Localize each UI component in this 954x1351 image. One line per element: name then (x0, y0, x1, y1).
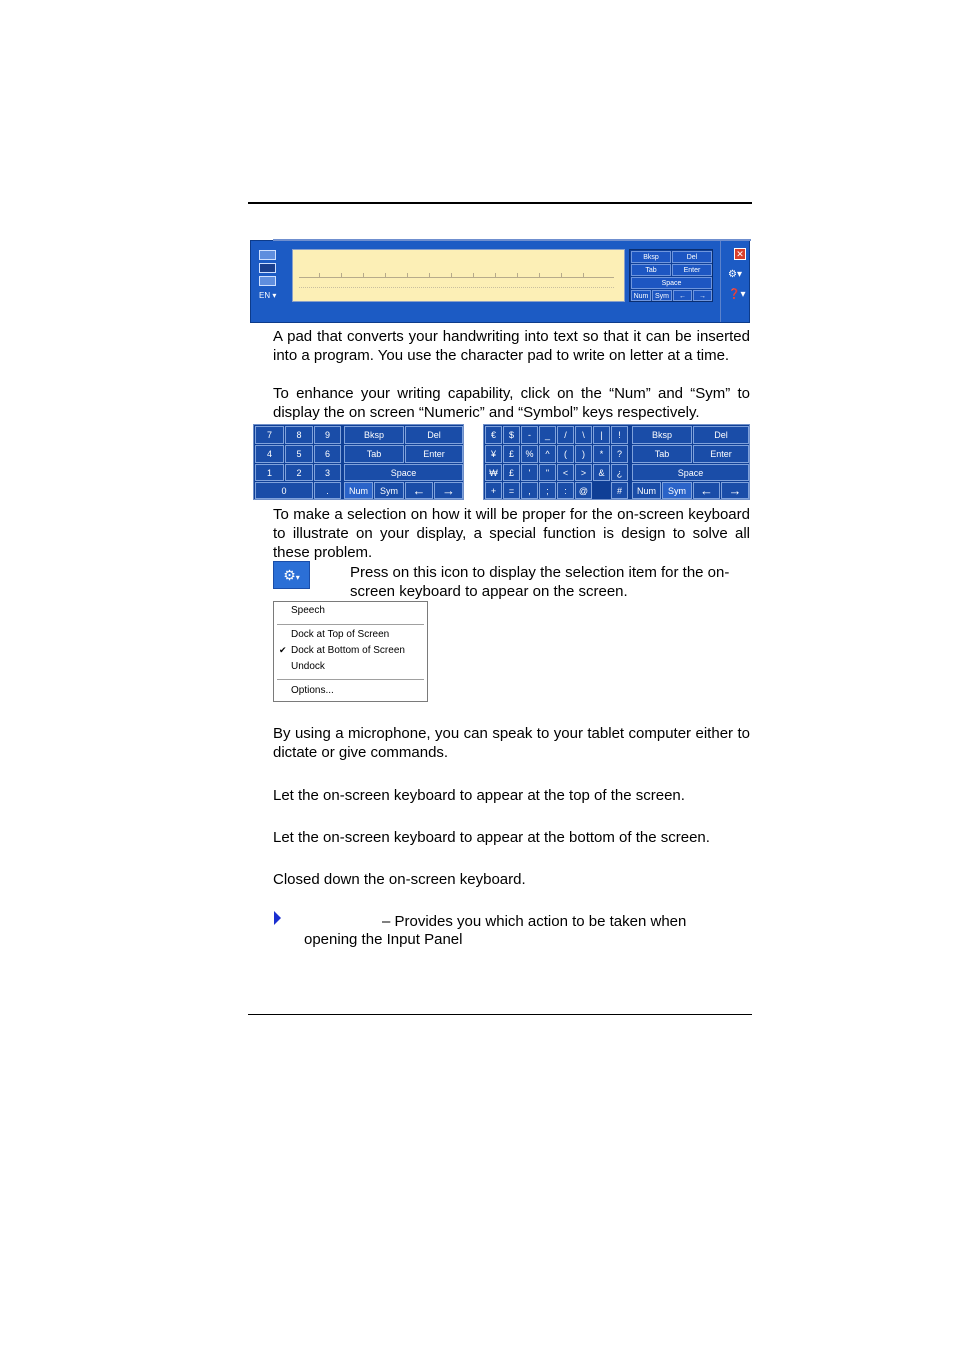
numeric-keyboard (253, 424, 464, 500)
menu-item-options[interactable]: Options... (291, 685, 334, 696)
symbol-key[interactable]: : (557, 482, 574, 499)
symbol-key[interactable]: £ (503, 445, 520, 463)
baseline-tick (473, 273, 474, 278)
numeric-key[interactable]: 6 (314, 445, 341, 463)
symbol-key[interactable]: ( (557, 445, 574, 463)
symbol-key[interactable]: - (521, 426, 538, 444)
symbol-key[interactable]: / (557, 426, 574, 444)
character-pad-mode-button[interactable] (259, 276, 276, 286)
tab-key[interactable]: Tab (632, 445, 692, 463)
baseline-tick (539, 273, 540, 278)
symbol-key[interactable]: ¥ (485, 445, 502, 463)
triangle-bullet-icon (274, 911, 281, 925)
settings-menu (273, 601, 428, 702)
paragraph-gear-icon: Press on this icon to display the selection item for the on-screen keyboard to appear on the screen. (350, 564, 730, 600)
tab-key[interactable]: Tab (344, 445, 404, 463)
bksp-key[interactable]: Bksp (631, 251, 671, 263)
symbol-key[interactable]: " (539, 464, 556, 481)
baseline-tick (583, 273, 584, 278)
symbol-key[interactable]: & (593, 464, 610, 481)
symbol-key[interactable]: ) (575, 445, 592, 463)
pad-divider (720, 241, 721, 322)
menu-item-dock-top[interactable]: Dock at Top of Screen (291, 629, 390, 640)
numeric-key[interactable]: . (314, 482, 341, 499)
del-key[interactable]: Del (693, 426, 749, 444)
space-key[interactable]: Space (631, 277, 712, 289)
writing-pad-mode-button[interactable] (259, 250, 276, 260)
paragraph-selection: To make a selection on how it will be proper for the on-screen keyboard to illustrate on your display, a special function is design to solve all these problem. (273, 506, 750, 561)
menu-separator (277, 624, 424, 625)
header-rule (248, 202, 752, 204)
paragraph-options-line2: opening the Input Panel (304, 931, 463, 948)
paragraph-dock-bottom: Let the on-screen keyboard to appear at the bottom of the screen. (273, 829, 710, 846)
baseline-tick (407, 273, 408, 278)
numeric-key[interactable]: 8 (285, 426, 313, 444)
baseline-tick (385, 273, 386, 278)
baseline-tick (341, 273, 342, 278)
numeric-key[interactable]: 9 (314, 426, 341, 444)
writing-guide-line (299, 287, 614, 288)
symbol-key[interactable]: £ (503, 464, 520, 481)
numeric-key[interactable]: 7 (255, 426, 284, 444)
symbol-key[interactable]: + (485, 482, 502, 499)
writing-pad-keys (629, 249, 713, 302)
writing-baseline (299, 277, 614, 278)
del-key[interactable]: Del (405, 426, 463, 444)
gear-icon[interactable]: ⚙▾ (273, 561, 310, 589)
enter-key[interactable]: Enter (405, 445, 463, 463)
numeric-key[interactable]: 1 (255, 464, 284, 481)
symbol-key[interactable]: > (575, 464, 592, 481)
enter-key[interactable]: Enter (672, 264, 712, 276)
footer-rule (248, 1014, 752, 1015)
paragraph-dock-top: Let the on-screen keyboard to appear at the top of the screen. (273, 787, 685, 804)
baseline-tick (319, 273, 320, 278)
gear-icon[interactable]: ⚙▾ (728, 269, 742, 280)
right-arrow-key[interactable]: → (721, 482, 749, 499)
sym-key[interactable]: Sym (652, 290, 672, 301)
symbol-key[interactable]: % (521, 445, 538, 463)
bksp-key[interactable]: Bksp (632, 426, 692, 444)
language-selector[interactable]: EN ▾ (259, 291, 277, 300)
space-key[interactable]: Space (344, 464, 463, 481)
symbol-key[interactable]: ; (539, 482, 556, 499)
left-arrow-key[interactable]: ← (693, 482, 720, 499)
symbol-key[interactable]: ? (611, 445, 628, 463)
num-key[interactable]: Num (632, 482, 661, 499)
symbol-key[interactable]: _ (539, 426, 556, 444)
pad-title-strip (273, 239, 751, 241)
handwriting-area[interactable] (292, 249, 625, 302)
baseline-tick (495, 273, 496, 278)
symbol-key[interactable]: € (485, 426, 502, 444)
space-key[interactable]: Space (632, 464, 749, 481)
numeric-key[interactable]: 4 (255, 445, 284, 463)
enter-key[interactable]: Enter (693, 445, 749, 463)
menu-item-speech[interactable]: Speech (291, 605, 325, 616)
symbol-key[interactable]: ¿ (611, 464, 628, 481)
symbol-key[interactable]: * (593, 445, 610, 463)
symbol-key[interactable]: < (557, 464, 574, 481)
symbol-keyboard (483, 424, 750, 500)
right-arrow-key[interactable]: → (693, 290, 712, 301)
symbol-key[interactable]: ₩ (485, 464, 502, 481)
numeric-key[interactable]: 3 (314, 464, 341, 481)
num-key[interactable]: Num (631, 290, 651, 301)
help-icon[interactable]: ❓▾ (728, 289, 746, 300)
symbol-key[interactable]: ! (611, 426, 628, 444)
paragraph-num-sym: To enhance your writing capability, click on the “Num” and “Sym” to display the on screen “Numeric” and “Symbol” keys respectively. (273, 385, 750, 421)
symbol-key[interactable]: # (611, 482, 628, 499)
tab-key[interactable]: Tab (631, 264, 671, 276)
del-key[interactable]: Del (672, 251, 712, 263)
menu-item-dock-bottom[interactable]: Dock at Bottom of Screen (291, 645, 405, 656)
symbol-key[interactable]: = (503, 482, 520, 499)
baseline-tick (429, 273, 430, 278)
baseline-tick (517, 273, 518, 278)
baseline-tick (561, 273, 562, 278)
writing-pad-panel (250, 240, 750, 323)
symbol-key[interactable]: $ (503, 426, 520, 444)
numeric-key[interactable]: 2 (285, 464, 313, 481)
close-icon[interactable]: ✕ (734, 248, 746, 260)
bksp-key[interactable]: Bksp (344, 426, 404, 444)
paragraph-undock: Closed down the on-screen keyboard. (273, 871, 526, 888)
sym-key[interactable]: Sym (662, 482, 692, 499)
baseline-tick (451, 273, 452, 278)
paragraph-speech: By using a microphone, you can speak to your tablet computer either to dictate or give commands. (273, 725, 750, 761)
paragraph-options-line1: – Provides you which action to be taken when (382, 913, 687, 930)
right-arrow-key[interactable]: → (434, 482, 463, 499)
paragraph-character-pad: A pad that converts your handwriting into text so that it can be inserted into a program. You use the character pad to write on letter at a time. (273, 328, 750, 364)
symbol-key[interactable]: @ (575, 482, 592, 499)
numeric-key[interactable]: 0 (255, 482, 313, 499)
sym-key[interactable]: Sym (374, 482, 404, 499)
checkmark-icon: ✔ (279, 645, 287, 655)
numeric-key[interactable]: 5 (285, 445, 313, 463)
keyboard-mode-button[interactable] (259, 263, 276, 273)
symbol-key[interactable]: ' (521, 464, 538, 481)
left-arrow-key[interactable]: ← (673, 290, 692, 301)
left-arrow-key[interactable]: ← (405, 482, 433, 499)
symbol-key[interactable]: | (593, 426, 610, 444)
symbol-key[interactable]: \ (575, 426, 592, 444)
num-key[interactable]: Num (344, 482, 373, 499)
symbol-key[interactable]: ^ (539, 445, 556, 463)
menu-item-undock[interactable]: Undock (291, 661, 325, 672)
baseline-tick (363, 273, 364, 278)
symbol-key[interactable]: , (521, 482, 538, 499)
menu-separator (277, 679, 424, 680)
